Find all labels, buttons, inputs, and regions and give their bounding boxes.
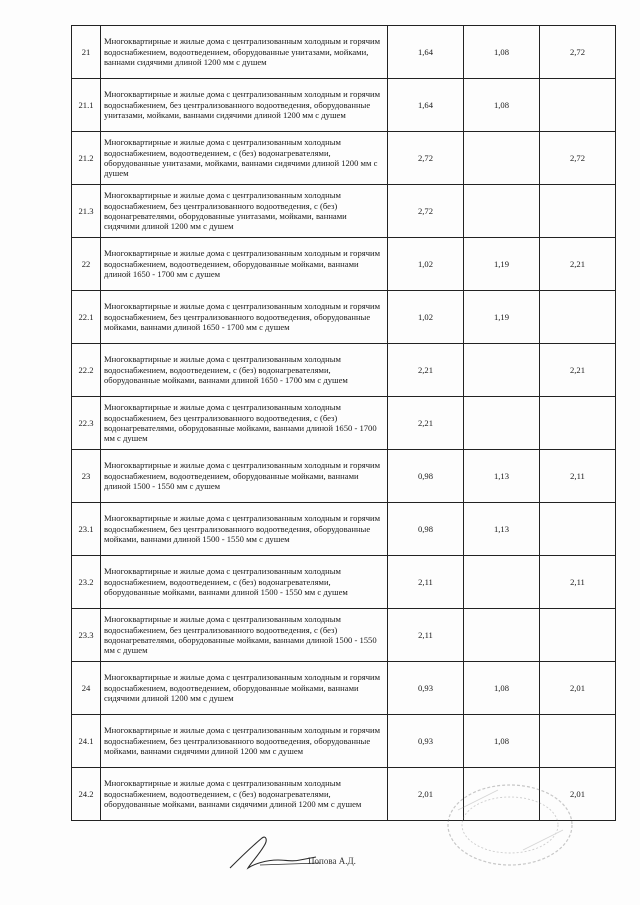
value-cold-water: 2,21 [388,397,464,450]
value-drainage: 2,72 [540,26,616,79]
value-cold-water: 1,02 [388,238,464,291]
value-cold-water: 2,01 [388,768,464,821]
row-number: 23.1 [72,503,101,556]
value-drainage: 2,21 [540,344,616,397]
value-drainage: 2,11 [540,450,616,503]
value-drainage [540,715,616,768]
value-cold-water: 1,02 [388,291,464,344]
value-cold-water: 0,93 [388,715,464,768]
value-drainage [540,185,616,238]
row-description: Многоквартирные и жилые дома с централизованным холодным водоснабжением, водоотведением, с (без) водонагревателями, оборудованные унитазами, мойками, ваннами сидячими длиной 1200 мм с душем [101,132,388,185]
value-cold-water: 0,93 [388,662,464,715]
table-row [72,291,616,344]
value-cold-water: 1,64 [388,26,464,79]
row-number: 23.2 [72,556,101,609]
value-drainage: 2,01 [540,768,616,821]
row-number: 21 [72,26,101,79]
table-row [72,450,616,503]
value-hot-water [464,132,540,185]
table-row [72,344,616,397]
table-row [72,397,616,450]
table-row [72,715,616,768]
row-description: Многоквартирные и жилые дома с централизованным холодным водоснабжением, без централизованного водоотведения, с (без) водонагревателями, оборудованные мойками, ваннами длиной 1500 - 1550 мм с душем [101,609,388,662]
table-row [72,26,616,79]
row-description: Многоквартирные и жилые дома с централизованным холодным и горячим водоснабжением, без централизованного водоотведения, оборудованные мойками, ваннами сидячими длиной 1200 мм с душем [101,715,388,768]
table-row [72,238,616,291]
row-description: Многоквартирные и жилые дома с централизованным холодным водоснабжением, без централизованного водоотведения, с (без) водонагревателями, оборудованные мойками, ваннами длиной 1650 - 1700 мм с душем [101,397,388,450]
value-drainage: 2,21 [540,238,616,291]
row-number: 21.1 [72,79,101,132]
value-hot-water: 1,19 [464,291,540,344]
row-number: 22.1 [72,291,101,344]
value-drainage: 2,01 [540,662,616,715]
table-row [72,185,616,238]
row-number: 23 [72,450,101,503]
value-hot-water [464,609,540,662]
value-drainage [540,609,616,662]
row-number: 24.1 [72,715,101,768]
value-cold-water: 2,72 [388,132,464,185]
row-description: Многоквартирные и жилые дома с централизованным холодным водоснабжением, без централизованного водоотведения, с (без) водонагревателями, оборудованные унитазами, мойками, ваннами сидячими длиной 1200 мм с душем [101,185,388,238]
table-row [72,132,616,185]
value-cold-water: 2,11 [388,609,464,662]
table-row [72,662,616,715]
row-description: Многоквартирные и жилые дома с централизованным холодным и горячим водоснабжением, водоотведением, оборудованные унитазами, мойками, ваннами сидячими длиной 1200 мм с душем [101,26,388,79]
stamp-icon [428,770,578,870]
row-description: Многоквартирные и жилые дома с централизованным холодным водоснабжением, водоотведением, с (без) водонагревателями, оборудованные мойками, ваннами длиной 1500 - 1550 мм с душем [101,556,388,609]
value-hot-water: 1,08 [464,26,540,79]
row-number: 21.2 [72,132,101,185]
value-hot-water [464,344,540,397]
value-hot-water: 1,08 [464,662,540,715]
table-row [72,609,616,662]
row-description: Многоквартирные и жилые дома с централизованным холодным и горячим водоснабжением, водоотведением, оборудованные мойками, ваннами длиной 1500 - 1550 мм с душем [101,450,388,503]
value-drainage: 2,72 [540,132,616,185]
row-description: Многоквартирные и жилые дома с централизованным холодным и горячим водоснабжением, без централизованного водоотведения, оборудованные унитазами, мойками, ваннами сидячими длиной 1200 мм с душем [101,79,388,132]
row-description: Многоквартирные и жилые дома с централизованным холодным и горячим водоснабжением, без централизованного водоотведения, оборудованные мойками, ваннами длиной 1500 - 1550 мм с душем [101,503,388,556]
row-description: Многоквартирные и жилые дома с централизованным холодным и горячим водоснабжением, водоотведением, оборудованные мойками, ваннами сидячими длиной 1200 мм с душем [101,662,388,715]
value-hot-water: 1,08 [464,715,540,768]
value-hot-water: 1,19 [464,238,540,291]
value-drainage [540,79,616,132]
value-hot-water: 1,13 [464,503,540,556]
table-row [72,79,616,132]
value-hot-water: 1,08 [464,79,540,132]
value-hot-water: 1,13 [464,450,540,503]
row-number: 24.2 [72,768,101,821]
value-cold-water: 0,98 [388,503,464,556]
value-cold-water: 1,64 [388,79,464,132]
row-description: Многоквартирные и жилые дома с централизованным холодным и горячим водоснабжением, без централизованного водоотведения, оборудованные мойками, ваннами длиной 1650 - 1700 мм с душем [101,291,388,344]
value-hot-water [464,556,540,609]
value-hot-water [464,397,540,450]
value-drainage [540,503,616,556]
value-drainage [540,291,616,344]
row-number: 24 [72,662,101,715]
value-cold-water: 0,98 [388,450,464,503]
row-number: 22.2 [72,344,101,397]
signer-name: Попова А.Д. [308,856,356,866]
row-description: Многоквартирные и жилые дома с централизованным холодным и горячим водоснабжением, водоотведением, оборудованные мойками, ваннами длиной 1650 - 1700 мм с душем [101,238,388,291]
signature-block [220,830,380,880]
value-drainage: 2,11 [540,556,616,609]
row-description: Многоквартирные и жилые дома с централизованным холодным водоснабжением, водоотведением, с (без) водонагревателями, оборудованные мойками, ваннами длиной 1650 - 1700 мм с душем [101,344,388,397]
table-row [72,503,616,556]
row-description: Многоквартирные и жилые дома с централизованным холодным водоснабжением, водоотведением, с (без) водонагревателями, оборудованные мойками, ваннами сидячими длиной 1200 мм с душем [101,768,388,821]
norms-table-body [72,26,616,821]
row-number: 23.3 [72,609,101,662]
row-number: 21.3 [72,185,101,238]
value-drainage [540,397,616,450]
value-cold-water: 2,72 [388,185,464,238]
norms-table [71,25,616,821]
value-cold-water: 2,11 [388,556,464,609]
row-number: 22 [72,238,101,291]
signature-icon [220,830,330,875]
row-number: 22.3 [72,397,101,450]
table-row [72,556,616,609]
value-hot-water [464,185,540,238]
value-cold-water: 2,21 [388,344,464,397]
